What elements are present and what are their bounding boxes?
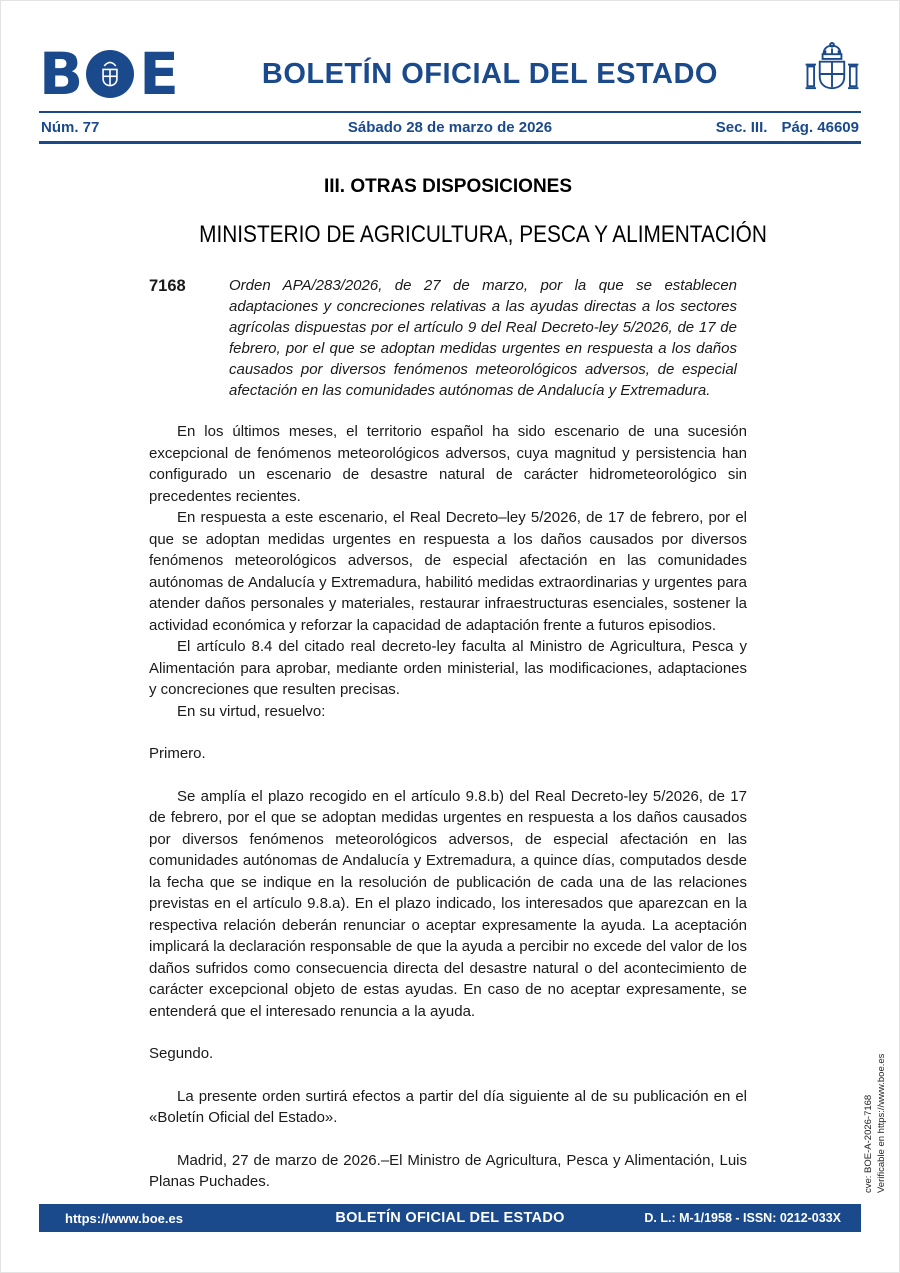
footer-title: BOLETÍN OFICIAL DEL ESTADO xyxy=(335,1210,565,1226)
meta-row xyxy=(39,113,861,141)
body-paragraph: En respuesta a este escenario, el Real Decreto–ley 5/2026, de 17 de febrero, por el que se adoptan medidas urgentes en respuesta a los daños causados por diversos fenómenos meteorológicos adversos, de especial afectación en las comunidades autónomas de Andalucía y Extremadura, habilitó medidas extraordinarias y urgentes para atender daños personales y materiales, restaurar infraestructuras esenciales, sostener la actividad económica y reforzar la capacidad de adaptación frente a futuros episodios. xyxy=(149,509,747,634)
page-title: BOLETÍN OFICIAL DEL ESTADO xyxy=(261,57,718,90)
header-rule-bottom xyxy=(39,141,861,144)
boe-logo xyxy=(39,40,177,108)
order-body xyxy=(149,421,747,1193)
ministry-heading-text: MINISTERIO DE AGRICULTURA, PESCA Y ALIMENTACIÓN xyxy=(199,220,767,248)
signature-paragraph: Madrid, 27 de marzo de 2026.–El Ministro de Agricultura, Pesca y Alimentación, Luis Planas Puchades. xyxy=(149,1151,747,1190)
body-paragraph: Se amplía el plazo recogido en el artículo 9.8.b) del Real Decreto-ley 5/2026, de 17 de febrero, por el que se adoptan medidas urgentes en respuesta a los daños causados por diversos fenómenos meteorológicos adversos, de especial afectación en las comunidades autónomas de Andalucía y Extremadura, a quince días, computados desde la fecha que se indique en la resolución de publicación de cada una de las relaciones previstas en el artículo 9.8.a). En el plazo indicado, los interesados que aparezcan en la respectiva relación deberán renunciar o aceptar expresamente la ayuda. La aceptación implicará la declaración responsable de que la ayuda a percibir no excede del valor de los daños sufridos como consecuencia directa del desastre natural o del acontecimiento de carácter excepcional objeto de estas ayudas. En caso de no aceptar expresamente, se entenderá que el interesado renuncia a la ayuda. xyxy=(149,787,747,1020)
section-page-ref xyxy=(716,119,859,136)
boe-logo-crest-icon xyxy=(98,59,122,89)
issue-number: Núm. 77 xyxy=(41,118,100,136)
masthead xyxy=(39,40,861,108)
order-entry xyxy=(149,275,747,401)
boe-logo-letter-e: E xyxy=(139,40,177,108)
verification-sidebar xyxy=(863,1054,888,1193)
section-ref: Sec. III. xyxy=(715,118,768,136)
order-summary: Orden APA/283/2026, de 27 de marzo, por la que se establecen adaptaciones y concreciones relativas a las ayudas directas a los sectores agrícolas dispuestas por el artículo 9 del Real Decreto-ley 5/2026, de 17 de febrero, por el que se adoptan medidas urgentes en respuesta a los daños causados por diversos fenómenos meteorológicos adversos, de especial afectación en las comunidades autónomas de Andalucía y Extremadura. xyxy=(229,277,737,399)
section-heading: III. OTRAS DISPOSICIONES xyxy=(323,176,573,197)
body-paragraph: El artículo 8.4 del citado real decreto-ley faculta al Ministro de Agricultura, Pesca y Alimentación para aprobar, mediante orden ministerial, las modificaciones, adaptaciones y concreciones que resulten precisas. xyxy=(149,638,747,698)
page-ref: Pág. 46609 xyxy=(781,118,859,136)
ministry-heading xyxy=(149,220,767,248)
verification-note: Verificable en https://www.boe.es xyxy=(875,1053,887,1193)
body-paragraph: En los últimos meses, el territorio español ha sido escenario de una sucesión excepcional de fenómenos meteorológicos adversos, cuya magnitud y persistencia han configurado un escenario de desastre natural de carácter hidrometeorológico sin precedentes recientes. xyxy=(149,423,747,505)
boe-logo-letter-b: B xyxy=(39,40,82,108)
cve-code: cve: BOE-A-2026-7168 xyxy=(863,1094,874,1193)
ordinal-heading-segundo: Segundo. xyxy=(149,1045,214,1062)
footer-bar xyxy=(39,1204,861,1232)
footer-url-link[interactable]: https://www.boe.es xyxy=(65,1210,183,1226)
document-content xyxy=(149,176,767,1193)
footer-legal-info: D. L.: M-1/1958 - ISSN: 0212-033X xyxy=(644,1211,841,1225)
boe-logo-disc xyxy=(86,50,134,98)
ordinal-heading-primero: Primero. xyxy=(149,745,206,762)
order-number: 7168 xyxy=(149,277,186,295)
body-paragraph: En su virtud, resuelvo: xyxy=(177,702,326,720)
spanish-coat-of-arms-icon xyxy=(803,41,861,107)
body-paragraph: La presente orden surtirá efectos a partir del día siguiente al de su publicación en el «Boletín Oficial del Estado». xyxy=(149,1087,747,1126)
issue-date: Sábado 28 de marzo de 2026 xyxy=(347,118,553,136)
